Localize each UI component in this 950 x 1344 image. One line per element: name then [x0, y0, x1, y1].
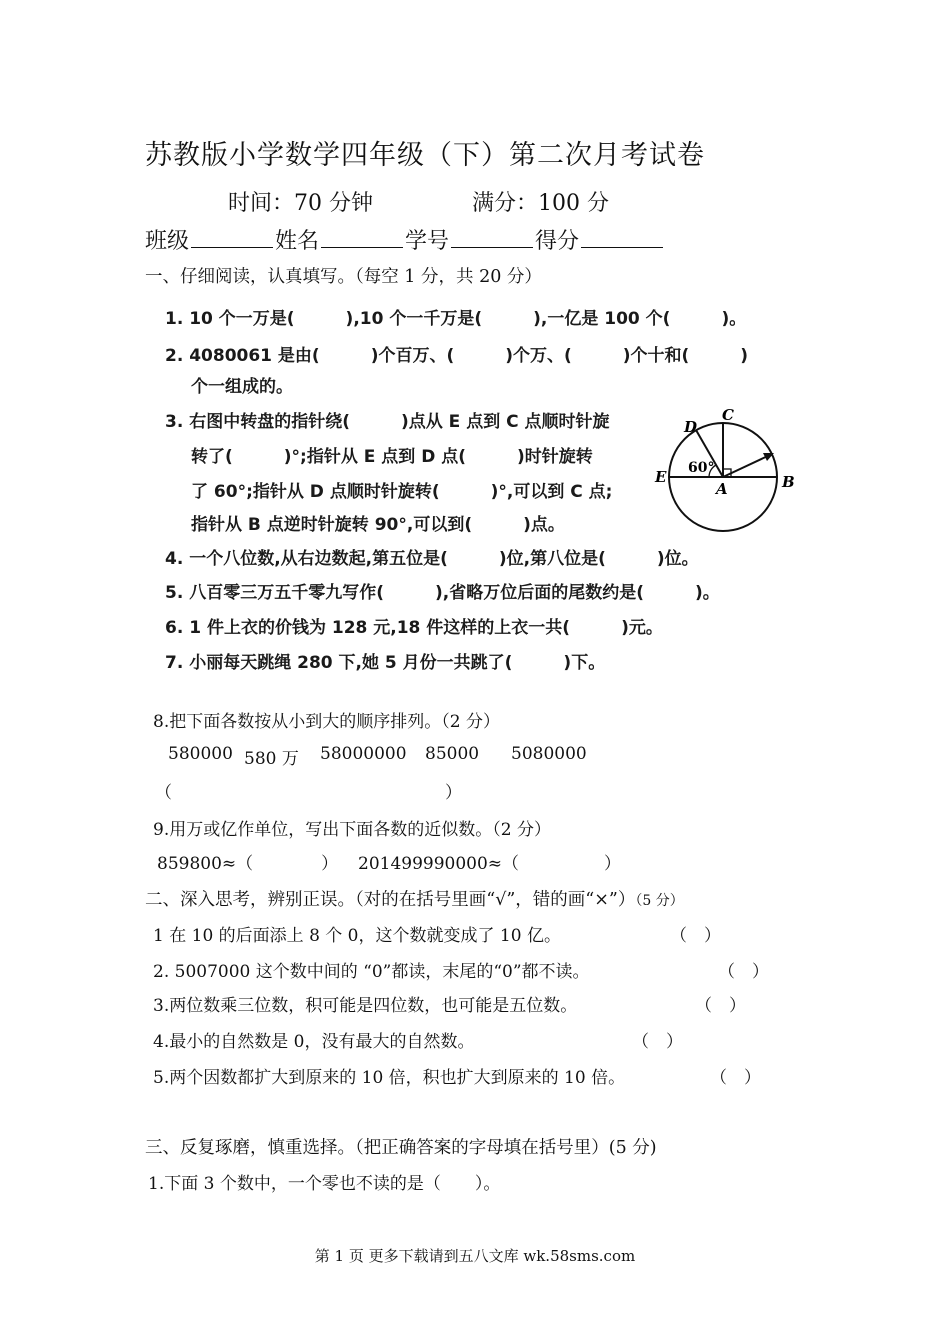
question-1-4: 4. 一个八位数,从右边数起,第五位是( )位,第八位是( )位。: [165, 549, 699, 569]
point-a-label: A: [716, 480, 728, 498]
angle-label: 60°: [688, 460, 715, 476]
rotation-dial-diagram: [650, 400, 800, 545]
section-2-heading: [145, 886, 684, 911]
judge-item-5: 5.两个因数都扩大到原来的 10 倍，积也扩大到原来的 10 倍。: [153, 1068, 626, 1088]
exam-time: 时间：70 分钟: [228, 191, 373, 216]
section-2-score: （5 分）: [635, 893, 684, 909]
point-e-label: E: [655, 468, 667, 486]
question-1-6: 6. 1 件上衣的价钱为 128 元,18 件这样的上衣一共( )元。: [165, 618, 663, 638]
judge-paren-5[interactable]: （ ）: [710, 1068, 761, 1088]
question-1-3b: 转了( )°;指针从 E 点到 D 点( )时针旋转: [191, 447, 593, 467]
question-1-5: 5. 八百零三万五千零九写作( ),省略万位后面的尾数约是( )。: [165, 583, 720, 603]
point-c-label: C: [722, 406, 734, 424]
question-1-1: 1. 10 个一万是( ),10 个一千万是( ),一亿是 100 个( )。: [165, 309, 747, 329]
class-blank[interactable]: [191, 229, 273, 248]
question-1-3d: 指针从 B 点逆时针旋转 90°,可以到( )点。: [191, 515, 565, 535]
question-1-7: 7. 小丽每天跳绳 280 下,她 5 月份一共跳了( )下。: [165, 653, 606, 673]
student-id-label: 学号: [405, 229, 450, 254]
number-58000000: 58000000: [320, 744, 407, 764]
class-label: 班级: [145, 229, 190, 254]
judge-item-2: 2. 5007000 这个数中间的 “0”都读，末尾的“0”都不读。: [153, 962, 590, 982]
judge-paren-4[interactable]: （ ）: [632, 1032, 683, 1052]
number-85000: 85000: [425, 744, 480, 764]
point-d-label: D: [684, 418, 698, 436]
order-paren-open: （: [155, 783, 172, 803]
section-1-heading: 一、仔细阅读，认真填写。（每空 1 分，共 20 分）: [145, 267, 542, 287]
question-1-3c: 了 60°;指针从 D 点顺时针旋转( )°,可以到 C 点;: [191, 482, 613, 502]
number-5080000: 5080000: [511, 744, 587, 764]
page-title: 苏教版小学数学四年级（下）第二次月考试卷: [145, 140, 705, 171]
score-blank[interactable]: [581, 229, 663, 248]
question-1-9: 9.用万或亿作单位，写出下面各数的近似数。（2 分）: [153, 820, 551, 840]
question-1-3a: 3. 右图中转盘的指针绕( )点从 E 点到 C 点顺时针旋: [165, 412, 610, 432]
judge-paren-2[interactable]: （ ）: [718, 962, 769, 982]
question-1-2a: 2. 4080061 是由( )个百万、( )个万、( )个十和( ): [165, 346, 749, 366]
choice-question-1: 1.下面 3 个数中，一个零也不读的是（ ）。: [148, 1174, 501, 1194]
section-2-title: 二、深入思考，辨别正误。（对的在括号里画“√”，错的画“×”）: [145, 890, 636, 910]
student-id-blank[interactable]: [451, 229, 533, 248]
name-label: 姓名: [275, 229, 320, 254]
number-580wan: 580 万: [244, 749, 299, 769]
judge-paren-3[interactable]: （ ）: [695, 996, 746, 1016]
order-paren-close: ）: [445, 783, 462, 803]
pointer-arrow: [723, 454, 772, 477]
judge-item-4: 4.最小的自然数是 0，没有最大的自然数。: [153, 1032, 475, 1052]
point-b-label: B: [782, 473, 795, 491]
approx-859800: 859800≈（ ）: [157, 854, 339, 874]
judge-item-3: 3.两位数乘三位数，积可能是四位数，也可能是五位数。: [153, 996, 578, 1016]
section-3-heading: 三、反复琢磨，慎重选择。（把正确答案的字母填在括号里）(5 分): [145, 1138, 657, 1158]
question-1-2b: 个一组成的。: [191, 377, 293, 397]
student-info-row: [145, 224, 665, 255]
name-blank[interactable]: [321, 229, 403, 248]
page-footer: 第 1 页 更多下载请到五八文库 wk.58sms.com: [314, 1247, 636, 1265]
score-label: 得分: [535, 229, 580, 254]
exam-full-score: 满分：100 分: [472, 191, 609, 216]
number-580000: 580000: [168, 744, 233, 764]
judge-item-1: 1 在 10 的后面添上 8 个 0，这个数就变成了 10 亿。: [153, 926, 561, 946]
approx-201499990000: 201499990000≈（ ）: [358, 854, 622, 874]
judge-paren-1[interactable]: （ ）: [670, 926, 721, 946]
question-1-8: 8.把下面各数按从小到大的顺序排列。（2 分）: [153, 712, 500, 732]
